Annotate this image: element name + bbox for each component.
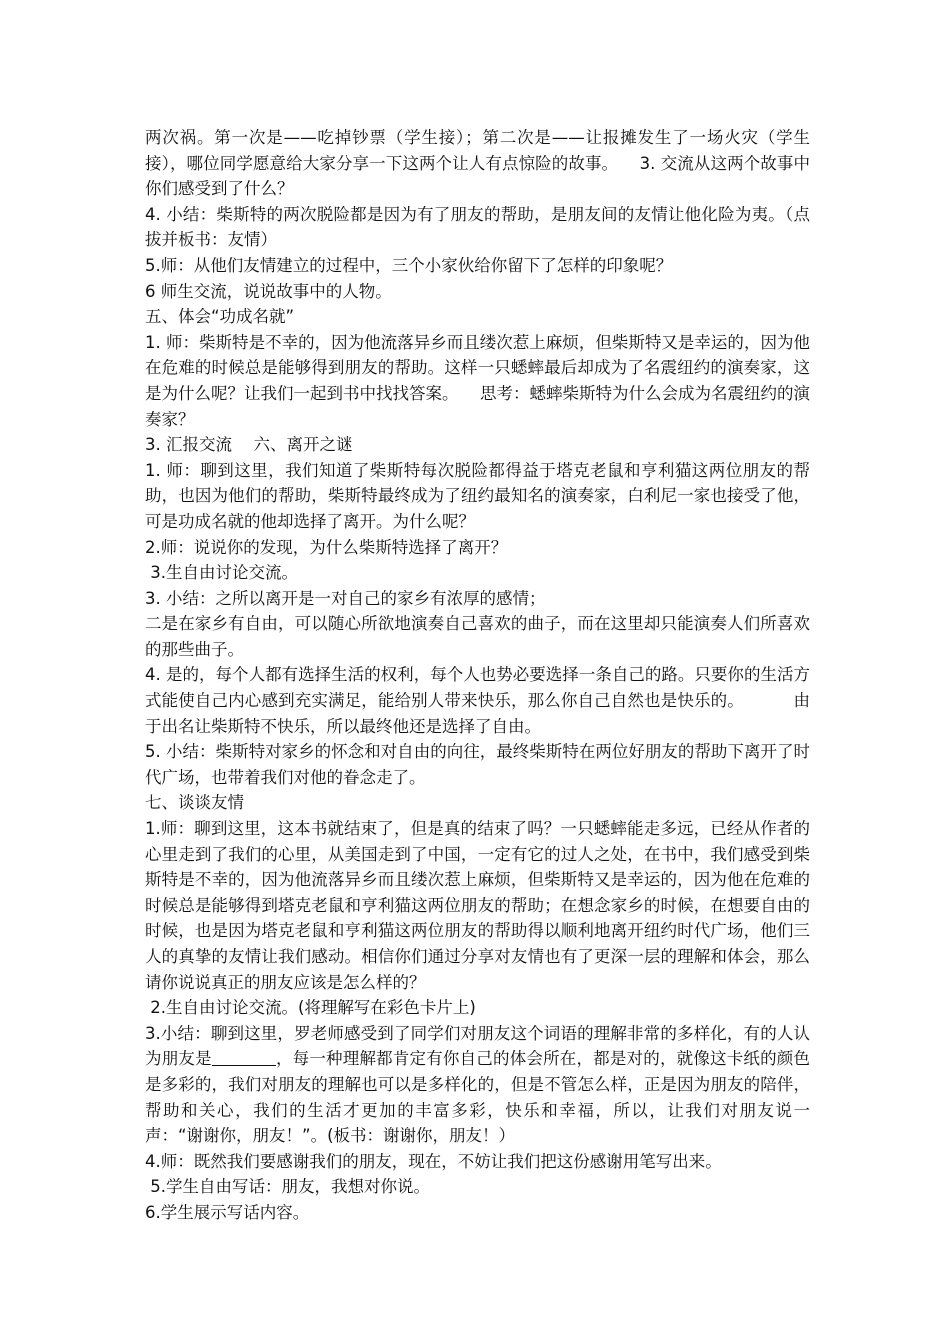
paragraph-thanks: 3.小结：聊到这里，罗老师感受到了同学们对朋友这个词语的理解非常的多样化，有的人认为朋友是 ，每一种理解都肯定有你自己的体会所在，都是对的，就像这卡纸的颜色是多彩的，我们对朋友的理解也可以是多样化的，但是不管怎么样，正是因为朋友的陪伴，帮助和关心，我们的生活才更加的丰富多彩，快乐和幸福，所以，让我们对朋友说一声：“谢谢你，朋友！”。(板书：谢谢你，朋友！） [145,1023,811,1146]
section-heading-7: 七、谈谈友情 [145,793,244,813]
paragraph-choice: 4. 是的，每个人都有选择生活的权利，每个人也势必要选择一条自己的路。只要你的生活方式能使自己内心感到充实满足，能给别人带来快乐，那么你自己自然也是快乐的。 由于出名让柴斯特不快乐，所以最终他还是选择了自由。 [145,665,811,736]
document-body [145,125,810,1226]
paragraph-summary-5: 5. 小结：柴斯特对家乡的怀念和对自由的向往，最终柴斯特在两位好朋友的帮助下离开了时代广场，也带着我们对他的眷念走了。 [145,742,810,787]
paragraph-friendship: 1.师：聊到这里，这本书就结束了，但是真的结束了吗？一只蟋蟀能走多远，已经从作者的心里走到了我们的心里，从美国走到了中国，一定有它的过人之处，在书中，我们感受到柴斯特是不幸的，因为他流落异乡而且缕次惹上麻烦，但柴斯特又是幸运的，因为他在危难的时候总是能够得到塔克老鼠和亨利猫这两位朋友的帮助；在想念家乡的时候，在想要自由的时候，也是因为塔克老鼠和亨利猫这两位朋友的帮助得以顺利地离开纽约时代广场，他们三人的真挚的友情让我们感动。相信你们通过分享对友情也有了更深一层的理解和体会，那么请你说说真正的朋友应该是怎么样的？ [145,819,810,992]
paragraph-summary-3: 3. 小结：之所以离开是一对自己的家乡有浓厚的感情； [145,588,546,608]
paragraph-leaving: 1. 师：聊到这里，我们知道了柴斯特每次脱险都得益于塔克老鼠和亨利猫这两位朋友的帮助，也因为他们的帮助，柴斯特最终成为了纽约最知名的演奏家，白利尼一家也接受了他，可是功成名就的他却选择了离开。为什么呢？ [145,460,810,531]
paragraph-freedom: 二是在家乡有自由，可以随心所欲地演奏自己喜欢的曲子，而在这里却只能演奏人们所喜欢的那些曲子。 [145,614,810,659]
paragraph-fame: 1. 师：柴斯特是不幸的，因为他流落异乡而且缕次惹上麻烦，但柴斯特又是幸运的，因为他在危难的时候总是能够得到朋友的帮助。这样一只蟋蟀最后却成为了名震纽约的演奏家，这是为什么呢？让我们一起到书中找找答案。 思考：蟋蟀柴斯特为什么会成为名震纽约的演奏家？ [145,332,811,429]
paragraph-teacher-5: 5.师：从他们友情建立的过程中，三个小家伙给你留下了怎样的印象呢？ [145,255,673,275]
paragraph-free-writing: 5.学生自由写话：朋友，我想对你说。 [150,1177,430,1197]
paragraph-show: 6.学生展示写话内容。 [145,1202,310,1222]
fill-in-blank [212,1047,276,1066]
paragraph-cards: 2.生自由讨论交流。(将理解写在彩色卡片上) [150,998,476,1018]
section-heading-5: 五、体会“功成名就” [145,307,295,327]
section-heading-6: 六、离开之谜 [253,435,353,455]
paragraph-discovery: 2.师：说说你的发现，为什么柴斯特选择了离开？ [145,537,508,557]
paragraph-write: 4.师：既然我们要感谢我们的朋友，现在，不妨让我们把这份感谢用笔写出来。 [145,1151,722,1171]
paragraph-summary-4: 4. 小结：柴斯特的两次脱险都是因为有了朋友的帮助，是朋友间的友情让他化险为夷。（点拔并板书：友情） [145,204,810,250]
paragraph-exchange-6: 6 师生交流，说说故事中的人物。 [145,281,392,301]
paragraph-discussion: 3.生自由讨论交流。 [150,563,298,583]
paragraph-intro: 两次祸。第一次是——吃掉钞票（学生接）；第二次是——让报摊发生了一场火灾（学生接），哪位同学愿意给大家分享一下这两个让人有点惊险的故事。 3. 交流从这两个故事中你们感受到了什么？ [145,128,810,199]
paragraph-report-heading-6: 3. 汇报交流 六、离开之谜 [145,435,353,455]
